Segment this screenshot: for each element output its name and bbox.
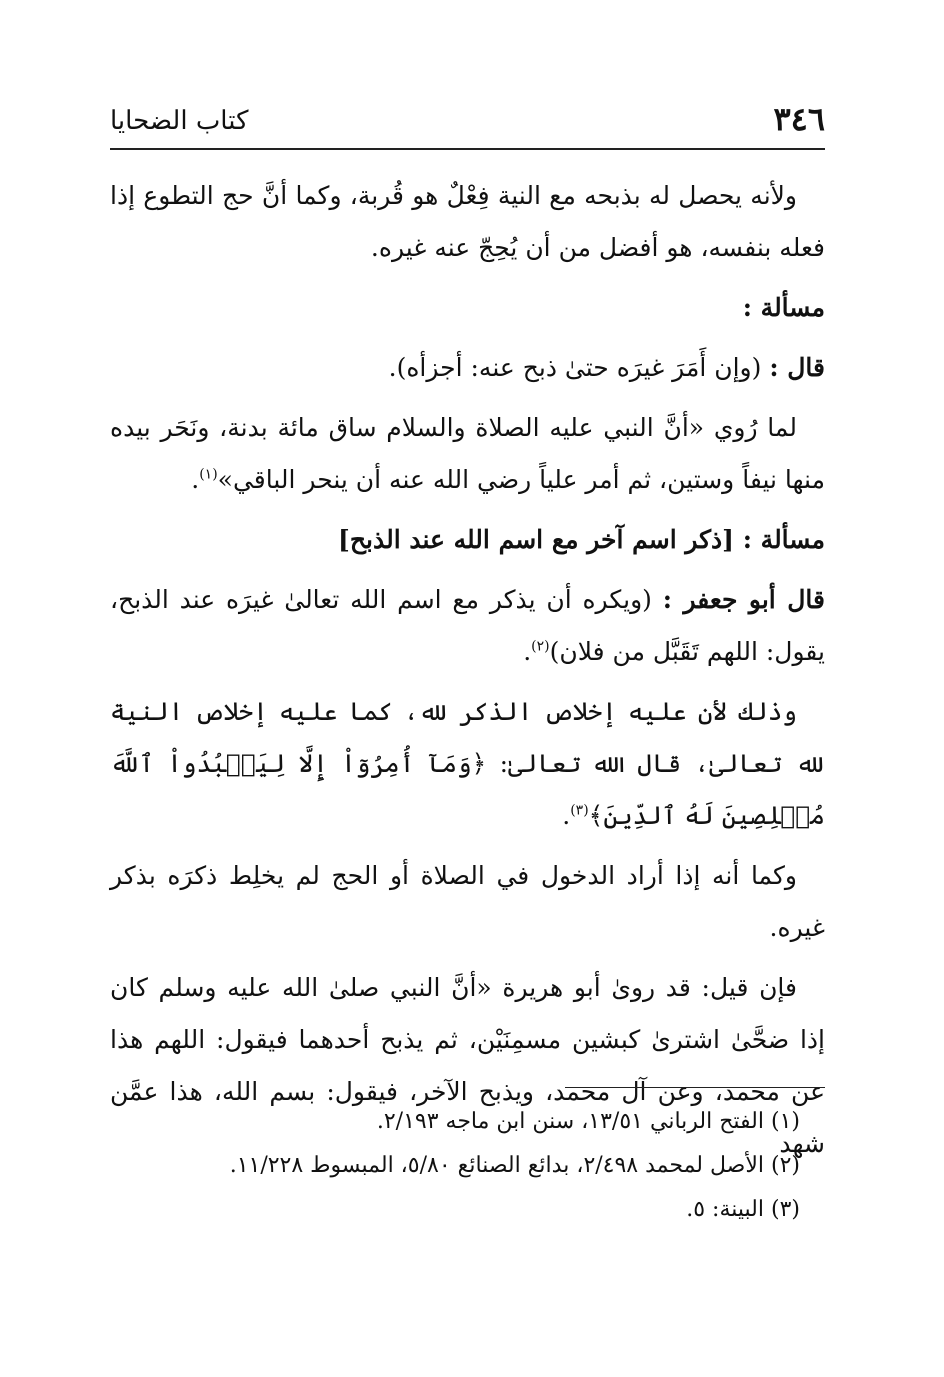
paragraph-1-text: ولأنه يحصل له بذبحه مع النية فِعْلٌ هو قُربة، وكما أنَّ حج التطوع إذا فعله بنفسه، هو أفضل من أن يُحِجّ عنه غيره. (110, 181, 825, 262)
page-number: ٣٤٦ (773, 100, 825, 138)
footnote-ref-2: (٢) (531, 638, 550, 655)
quran-verse: ﴿وَمَآ أُمِرُوٓاْ إِلَّا لِيَعۡبُدُواْ ٱللَّهَ مُخۡلِصِينَ لَهُ ٱلدِّينَ﴾ (110, 749, 825, 830)
footnote-divider (565, 1087, 825, 1088)
paragraph-2: لما رُوي «أنَّ النبي عليه الصلاة والسلام ساق مائة بدنة، ونَحَر بيده منها نيفاً وستين، ثم أمر علياً رضي الله عنه أن ينحر الباقي»$^{(١)}$. (110, 413, 825, 494)
paragraph-3-text: وذلك لأن عليه إخلاص الذكر لله، كما عليه إخلاص النية لله تعالىٰ، قال الله تعالىٰ: (110, 697, 825, 778)
statement-2-text: (ويكره أن يذكر مع اسم الله تعالىٰ غيرَه عند الذبح، يقول: اللهم تَقَبَّل من فلان) (110, 585, 825, 666)
footnote-ref-1: (١) (199, 466, 218, 483)
statement-2-label: قال أبو جعفر : (662, 585, 825, 614)
footnote-2: (٢) الأصل لمحمد ٢/٤٩٨، بدائع الصنائع ٥/٨٠، المبسوط ١١/٢٢٨. (229, 1153, 800, 1178)
page-header (110, 100, 825, 150)
paragraph-3: وذلك لأن عليه إخلاص الذكر لله، كما عليه إخلاص النية لله تعالىٰ، قال الله تعالىٰ: ﴿وَمَآ أُمِرُوٓاْ إِلَّا لِيَعۡبُدُواْ ٱللَّهَ مُخۡلِصِينَ لَهُ ٱلدِّينَ﴾$^{(٣)}$. (110, 697, 825, 830)
paragraph-5-text: فإن قيل: قد روىٰ أبو هريرة «أنَّ النبي صلىٰ الله عليه وسلم كان إذا ضحَّىٰ اشترىٰ كبشين مسمِنَيْن، ثم يذبح أحدهما فيقول: اللهم هذا عن محمد، وعن آل محمد، ويذبح الآخر، فيقول: بسم الله، هذا عمَّن شهد (110, 973, 825, 1158)
paragraph-4 (110, 850, 825, 954)
issue-label-2: مسألة : (742, 525, 825, 554)
main-text (110, 170, 825, 1178)
issue-heading-2 (110, 514, 825, 566)
issue-title-2: [ذكر اسم آخر مع اسم الله عند الذبح] (338, 525, 735, 554)
statement-1-label: قال : (769, 353, 825, 382)
footnote-1: (١) الفتح الرباني ١٣/٥١، سنن ابن ماجه ٢/١٩٣. (376, 1109, 800, 1134)
footnote-ref-3: (٣) (570, 802, 589, 819)
footnote-3: (٣) البينة: ٥. (686, 1197, 800, 1222)
statement-1-text: (وإن أَمَرَ غيرَه حتىٰ ذبح عنه: أجزأه). (388, 353, 762, 382)
paragraph-1 (110, 170, 825, 274)
issue-heading-1 (110, 282, 825, 334)
running-title: كتاب الضحايا (110, 106, 249, 136)
paragraph-2-text: لما رُوي «أنَّ النبي عليه الصلاة والسلام ساق مائة بدنة، ونَحَر بيده منها نيفاً وستين، ثم أمر علياً رضي الله عنه أن ينحر الباقي» (110, 413, 825, 494)
statement-2: قال أبو جعفر : (ويكره أن يذكر مع اسم الله تعالىٰ غيرَه عند الذبح، يقول: اللهم تَقَبَّل من فلان)$^{(٢)}$. (110, 585, 825, 666)
issue-label-1: مسألة : (742, 293, 825, 322)
footnotes (110, 1100, 800, 1232)
paragraph-4-text: وكما أنه إذا أراد الدخول في الصلاة أو الحج لم يخلِط ذكرَه بذكر غيره. (110, 861, 825, 942)
statement-1 (110, 342, 825, 394)
